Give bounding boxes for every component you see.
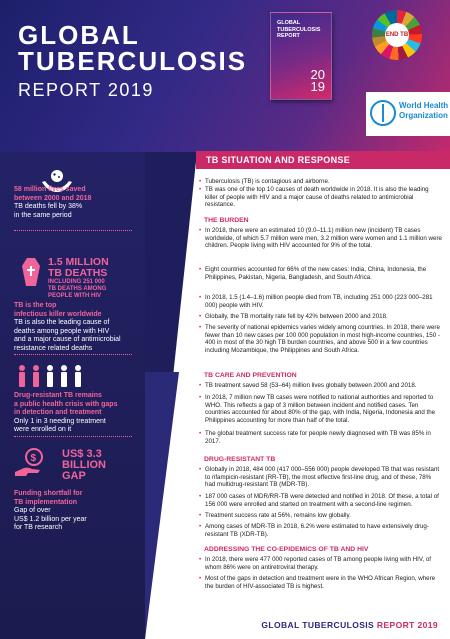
cover-year-bottom: 19 <box>310 79 325 94</box>
dr-bullet-2: • 187 000 cases of MDR/RR-TB were detected and notified in 2018. Of these, a total of 156 000 were enrolled and started on treatment with a second-line regimen. <box>205 493 443 508</box>
dr-bullet-4: • Among cases of MDR-TB in 2018, 6.2% were estimated to have extensively drug-resistant TB (XDR-TB). <box>205 523 443 538</box>
burden-bullet-4: • Globally, the TB mortality rate fell by 42% between 2000 and 2018. <box>205 313 443 321</box>
stat-funding-line1: Funding shortfall for <box>14 490 83 497</box>
divider <box>14 436 132 437</box>
stat-funding-line2: TB implementation <box>14 498 78 506</box>
key-facts-column <box>0 152 145 639</box>
divider <box>14 230 132 231</box>
stat-gap-big1: US$ 3.3 <box>62 448 102 460</box>
subhead-drug-resistant: DRUG-RESISTANT TB <box>204 456 276 463</box>
subhead-care: TB CARE AND PREVENTION <box>204 372 297 379</box>
intro-bullet-1: • Tuberculosis (TB) is contagious and airborne. <box>205 178 443 186</box>
stat-dr-body2: were enrolled on it <box>14 426 72 433</box>
stat-dr-body1: Only 1 in 3 needing treatment <box>14 417 106 425</box>
title-line-global: GLOBAL <box>18 20 140 50</box>
svg-text:$: $ <box>30 453 37 464</box>
stat-tb-deaths-big1: 1.5 MILLION <box>48 256 109 268</box>
stat-dr-line2: a public health crisis with gaps <box>14 400 118 408</box>
subhead-tb-hiv: ADDRESSING THE CO-EPIDEMICS OF TB AND HIV <box>204 546 369 553</box>
divider <box>14 354 132 355</box>
stat-lives-saved <box>14 186 139 220</box>
who-name-line1: World Health <box>399 101 449 110</box>
stat-top-killer-line2: infectious killer worldwide <box>14 310 102 318</box>
footer-report-year: REPORT 2019 <box>376 620 438 630</box>
who-logo <box>366 92 450 136</box>
money-hand-icon <box>14 448 48 478</box>
stat-lives-saved-line2: between 2000 and 2018 <box>14 194 92 202</box>
stat-funding-gap <box>62 449 140 482</box>
intro-bullet-2: • TB was one of the top 10 causes of death worldwide in 2018. It is also the leading killer of people with HIV and a major cause of deaths related to antimicrobial resistance. <box>205 186 443 209</box>
stat-deaths-fell-line1: TB deaths fell by 38% <box>14 203 83 210</box>
stat-hiv-deaths-line3: PEOPLE WITH HIV <box>48 293 102 299</box>
stat-top-killer-body4: resistance related deaths <box>14 344 93 352</box>
report-header <box>0 0 450 152</box>
end-tb-label: END TB <box>385 23 409 47</box>
care-bullet-3: • The global treatment success rate for people newly diagnosed with TB was 85% in 2017. <box>205 430 443 445</box>
stat-gap-big3: GAP <box>62 470 86 482</box>
burden-bullet-2: • Eight countries accounted for 66% of the new cases: India, China, Indonesia, the Philippines, Pakistan, Nigeria, Bangladesh, and South Africa. <box>205 266 443 281</box>
care-bullet-1: • TB treatment saved 58 (53–64) million lives globally between 2000 and 2018. <box>205 382 443 390</box>
cover-year-top: 20 <box>310 67 325 82</box>
stat-gap-big2: BILLION <box>62 459 106 471</box>
stat-deaths-fell-line2: in the same period <box>14 211 72 219</box>
cover-title-line1: GLOBAL <box>277 20 301 26</box>
subhead-burden: THE BURDEN <box>204 217 249 224</box>
stat-top-killer <box>14 302 139 353</box>
stat-research-gap-line3: for TB research <box>14 524 63 531</box>
hiv-bullet-1: • In 2018, there were 477 000 reported cases of TB among people living with HIV, of whom 86% were on antiretroviral therapy. <box>205 556 443 571</box>
who-name-line2: Organization <box>399 111 448 120</box>
stat-research-gap-line1: Gap of over <box>14 507 51 514</box>
section-banner: TB SITUATION AND RESPONSE <box>196 151 450 169</box>
cover-title-line2: TUBERCULOSIS <box>277 26 321 33</box>
stat-dr-line1: Drug-resistant TB remains <box>14 392 102 399</box>
dr-bullet-3: • Treatment success rate at 56%, remains low globally. <box>205 512 443 520</box>
footer-title: GLOBAL TUBERCULOSIS <box>261 620 375 630</box>
stat-tb-deaths <box>48 257 140 300</box>
stat-dr-line3: in detection and treatment <box>14 409 102 416</box>
title-line-report: REPORT 2019 <box>18 80 154 100</box>
title-line-tuberculosis: TUBERCULOSIS <box>18 46 248 76</box>
stat-drug-resistant <box>14 392 139 435</box>
who-emblem-icon <box>370 100 396 126</box>
stat-funding-shortfall <box>14 490 139 533</box>
stat-hiv-deaths-line2: TB DEATHS AMONG <box>48 286 107 292</box>
people-icon <box>16 364 92 388</box>
stat-top-killer-body2: deaths among people with HIV <box>14 327 110 335</box>
page-footer <box>261 620 438 630</box>
diagonal-accent-strip <box>145 152 205 639</box>
care-bullet-2: • In 2018, 7 million new TB cases were notified to national authorities and reported to WHO. This reflects a gap of 3 million between incident and notified cases. Ten countries accounted for about 80% of the gap, with India, Nigeria, Indonesia and the Philippines accounting for more than half of the total. <box>205 394 443 424</box>
stat-top-killer-body1: TB is also the leading cause of <box>14 319 110 326</box>
report-cover-thumbnail <box>270 12 332 100</box>
stat-research-gap-line2: US$ 1.2 billion per year <box>14 515 87 523</box>
dr-bullet-1: • Globally in 2018, 484 000 (417 000–556 000) people developed TB that was resistant to rifampicin-resistant (RR-TB), the most effective first-line drug, and of these, 78% had multidrug-resistant TB (MDR-TB). <box>205 466 443 489</box>
burden-bullet-3: • In 2018, 1.5 (1.4–1.6) million people died from TB, including 251 000 (223 000–281 000) people with HIV. <box>205 294 443 309</box>
report-title <box>18 22 247 100</box>
burden-bullet-1: • In 2018, there were an estimated 10 (9.0–11.1) million new (incident) TB cases worldwide, of which 5.7 million were men, 3.2 million were women and 1.1 million were children. People living with HIV accounted for 9% of the total. <box>205 227 443 250</box>
hiv-bullet-2: • Most of the gaps in detection and treatment were in the WHO African Region, where the burden of HIV-associated TB is highest. <box>205 575 443 590</box>
stat-hiv-deaths-line1: INCLUDING 251 000 <box>48 279 105 285</box>
stat-top-killer-line1: TB is the top <box>14 302 57 309</box>
stat-tb-deaths-big2: TB DEATHS <box>48 267 108 279</box>
cover-title-line3: REPORT <box>277 33 300 39</box>
stat-top-killer-body3: and a major cause of antimicrobial <box>14 336 121 343</box>
end-tb-sdg-wheel-icon <box>372 10 422 60</box>
burden-bullet-5: • The severity of national epidemics varies widely among countries. In 2018, there were fewer than 10 new cases per 100 000 population in most high-income countries, 150 - 400 in most of the 30 high TB burden countries, and above 500 in a few countries including Mozambique, the Philippines and South Africa. <box>205 324 443 354</box>
stat-lives-saved-line1: 58 million lives saved <box>14 186 86 193</box>
coffin-icon <box>22 258 40 286</box>
